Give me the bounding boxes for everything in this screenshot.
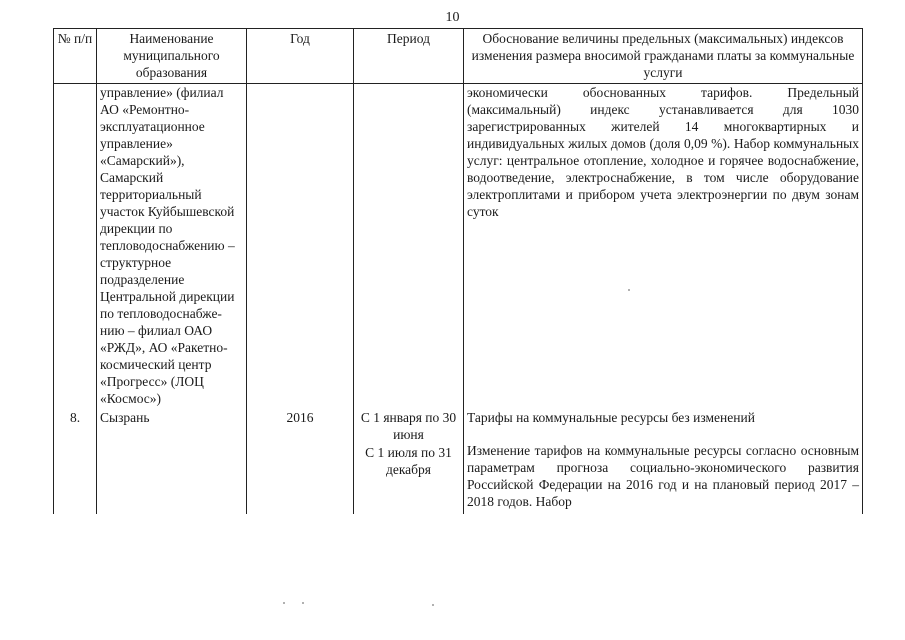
row-municipality: Сызрань xyxy=(97,407,247,514)
row-year: 2016 xyxy=(247,407,354,514)
header-basis: Обоснование величины предельных (максимальных) индексов изменения размера вносимой гражданами платы за коммунальные услуги xyxy=(464,29,863,84)
row-num: 8. xyxy=(54,407,97,514)
scan-speck xyxy=(432,604,434,606)
header-num: № п/п xyxy=(54,29,97,84)
row-basis: экономически обоснованных тарифов. Предельный (максимальный) индекс устанавливается для 1030 зарегистрированных жителей 14 многоквартирных и индивидуальных жилых домов (доля 0,09 %). Набор коммунальных услуг: центральное отопление, холодное и горячее водоснабжение, водоотведение, электроснабжение, в том числе оборудование электроплитами и прибором учета электроэнергии по двум зонам суток xyxy=(464,84,863,408)
header-year: Год xyxy=(247,29,354,84)
period-second-half: С 1 июля по 31 декабря xyxy=(365,445,452,477)
header-name: Наименование муниципального образования xyxy=(97,29,247,84)
period-first-half: С 1 января по 30 июня xyxy=(360,410,457,442)
row-period-cell xyxy=(354,407,464,514)
row-year xyxy=(247,84,354,408)
index-table xyxy=(53,28,863,514)
row-num xyxy=(54,84,97,408)
basis-first-half: Тарифы на коммунальные ресурсы без изменений xyxy=(467,410,755,425)
scan-speck xyxy=(283,602,285,604)
paragraph-gap xyxy=(467,426,859,442)
header-period: Период xyxy=(354,29,464,84)
page-number: 10 xyxy=(445,10,460,25)
scan-speck xyxy=(628,289,630,291)
table-header-row xyxy=(54,29,863,84)
table-row xyxy=(54,407,863,514)
table-row xyxy=(54,84,863,408)
row-municipality: управление» (филиал АО «Ремонтно-эксплуатационное управление» «Самарский»), Самарский территориальный участок Куйбышевской дирекции по тепловодоснабжению – структурное подразделение Центральной дирекции по тепловодоснабже-нию – филиал ОАО «РЖД», АО «Ракетно-космический центр «Прогресс» (ЛОЦ «Космос») xyxy=(97,84,247,408)
scan-speck xyxy=(302,602,304,604)
basis-second-half: Изменение тарифов на коммунальные ресурсы согласно основным параметрам прогноза социально-экономического развития Российской Федерации на 2016 год и на плановый период 2017 – 2018 годов. Набор xyxy=(467,443,859,509)
row-period xyxy=(354,84,464,408)
row-basis-cell xyxy=(464,407,863,514)
